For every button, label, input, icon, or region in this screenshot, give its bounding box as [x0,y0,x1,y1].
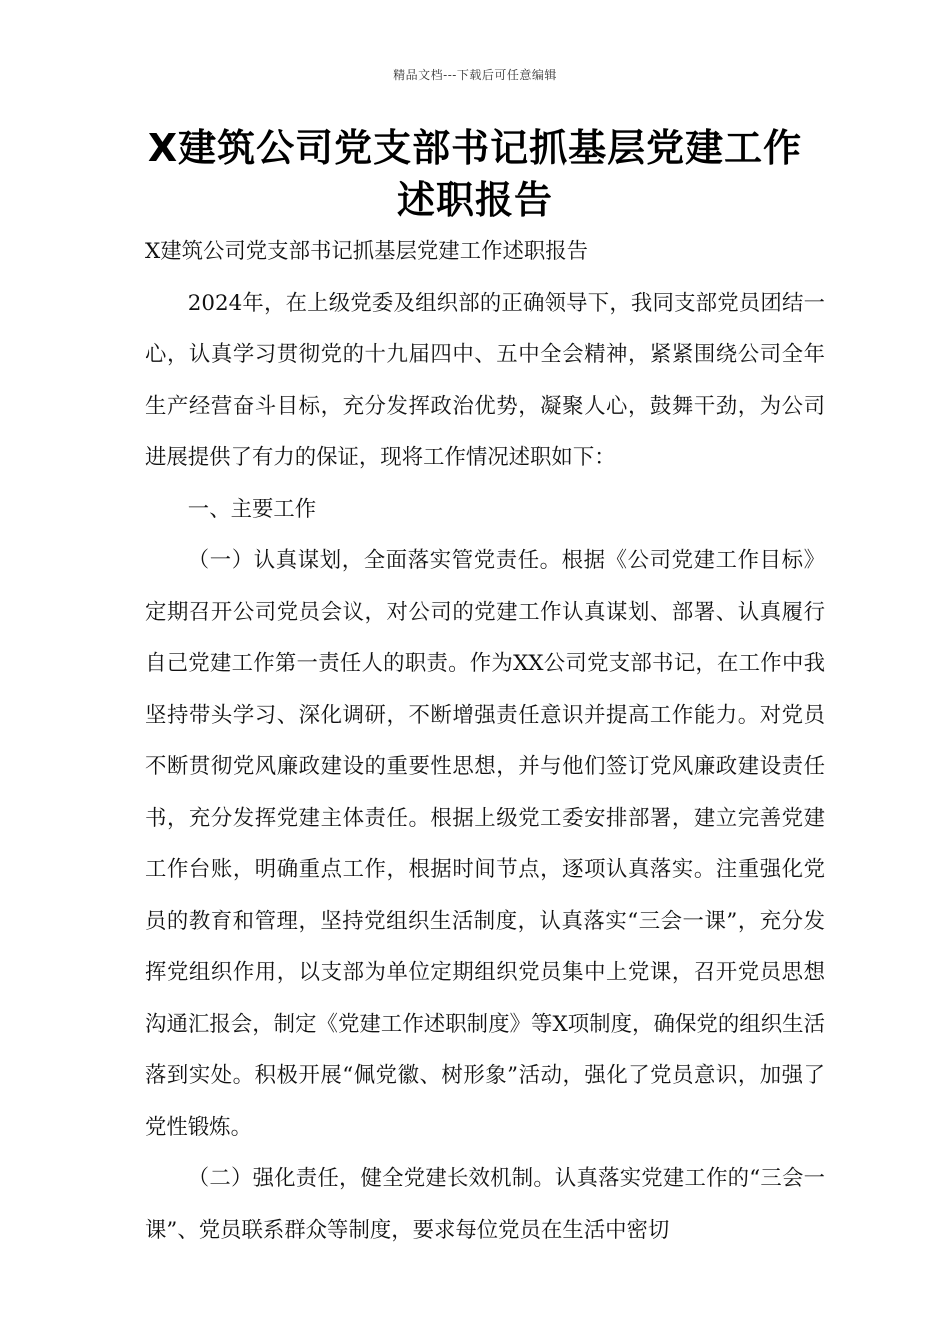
paragraph-section-1: （一）认真谋划，全面落实管党责任。根据《公司党建工作目标》定期召开公司党员会议，对公司的党建工作认真谋划、部署、认真履行自己党建工作第一责任人的职责。作为XX公司党支部书记，在工作中我坚持带头学习、深化调研，不断增强责任意识并提高工作能力。对党员不断贯彻党风廉政建设的重要性思想，并与他们签订党风廉政建设责任书，充分发挥党建主体责任。根据上级党工委安排部署，建立完善党建工作台账，明确重点工作，根据时间节点，逐项认真落实。注重强化党员的教育和管理，坚持党组织生活制度，认真落实“三会一课”，充分发挥党组织作用，以支部为单位定期组织党员集中上党课，召开党员思想沟通汇报会，制定《党建工作述职制度》等X项制度，确保党的组织生活落到实处。积极开展“佩党徽、树形象”活动，强化了党员意识，加强了党性锻炼。 [145,548,825,1140]
document-body [145,226,825,1256]
header-note: 精品文档---下载后可任意编辑 [393,68,557,82]
paragraph-intro: 2024年，在上级党委及组织部的正确领导下，我同支部党员团结一心，认真学习贯彻党的十九届四中、五中全会精神，紧紧围绕公司全年生产经营奋斗目标，充分发挥政治优势，凝聚人心，鼓舞干劲，为公司进展提供了有力的保证，现将工作情况述职如下： [145,290,825,470]
title-line-2: 述职报告 [396,178,553,222]
document-subtitle: X建筑公司党支部书记抓基层党建工作述职报告 [145,239,589,264]
document-title [100,122,850,226]
paragraph-section-2: （二）强化责任，健全党建长效机制。认真落实党建工作的“三会一课”、党员联系群众等制度，要求每位党员在生活中密切 [145,1166,825,1243]
section-heading: 一、主要工作 [187,496,317,522]
title-line-1: X建筑公司党支部书记抓基层党建工作 [147,126,803,170]
